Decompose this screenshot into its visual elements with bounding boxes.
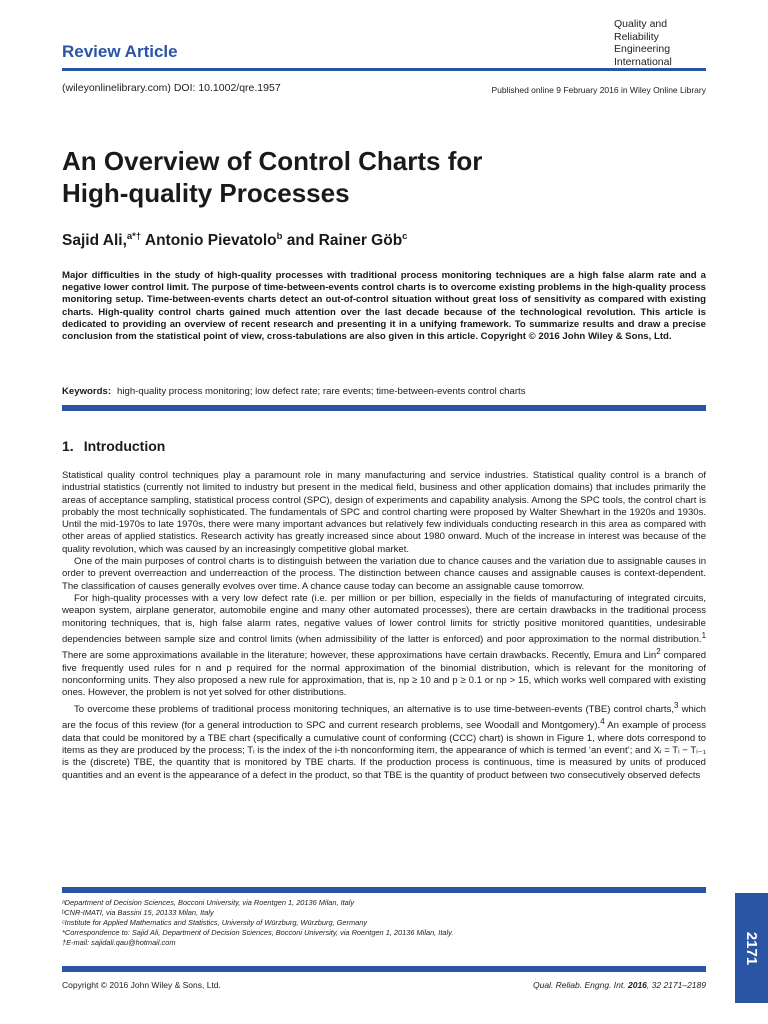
paragraph [62,700,706,782]
author-affiliation-mark: b [276,231,283,242]
doi-line: (wileyonlinelibrary.com) DOI: 10.1002/qre.1957 [62,82,281,94]
author-name: Antonio Pievatolo [144,232,277,250]
paragraph: Statistical quality control techniques play a paramount role in many manufacturing and service industries. Statistical quality control is a branch of industrial statistics (currently not limited to industry but present in the medical field, business and other application domains) that includes primarily the areas of acceptance sampling, statistical process control (SPC), design of experiments and capability analysis. Among the SPC tools, the control chart is probably the most technically sophisticated. The fundamentals of SPC and control charting were proposed by Walter Shewhart in the 1920s and 1930s. Until the mid-1970s to late 1970s, there were many important advances but relatively few individuals conducting research in this area as compared with other areas of applied statistics. Research activity has greatly increased since about 1980 onward. Much of the increase in interest was because of the quality revolution, which was caused by an increasingly competitive global market. [62,470,706,555]
citation-mark[interactable]: 2 [656,647,661,657]
paragraph: One of the main purposes of control charts is to distinguish between the variation due to chance causes and the variation due to assignable causes in order to prevent overreaction and underreaction of the process. The distinction between chance causes and assignable causes is context-dependent. The classification of causes generally evolves over time. A chance cause today can become an assignable cause tomorrow. [62,556,706,592]
keywords-value: high-quality process monitoring; low defect rate; rare events; time-between-events control charts [117,386,526,397]
citation-volume-pages: , 32 2171–2189 [646,980,706,990]
page-number [735,893,768,1003]
citation-mark[interactable]: 4 [600,717,605,727]
paragraph-text: To overcome these problems of traditional process monitoring techniques, an alternative is to use time-between-events (TBE) control charts, [74,703,675,715]
citation-journal: Qual. Reliab. Engng. Int. [532,980,626,990]
footnote: ᵃDepartment of Decision Sciences, Bocconi University, via Roentgen 1, 20136 Milan, Italy [62,898,355,907]
footnote: ᶜInstitute for Applied Mathematics and Statistics, University of Würzburg, Würzburg, Germany [62,918,368,928]
article-title [62,145,702,209]
section-number: 1. [62,438,74,454]
citation-mark[interactable]: 3 [674,700,679,710]
article-title-line: High-quality Processes [62,178,350,208]
section-title: Introduction [83,438,166,454]
section-heading [62,438,165,454]
author-name: and Rainer Göb [286,232,403,250]
author-affiliation-mark: c [402,231,408,242]
published-line: Published online 9 February 2016 in Wiley Online Library [491,85,706,95]
article-type-label: Review Article [62,42,178,61]
paragraph-text: An example of process data that could be monitored by a TBE chart (specifically a cumulative count of conforming (CCC) chart) is shown in Figure 1, where dots correspond to items as they are produced by the process; Tᵢ is the index of the i-th nonconforming item, the appearance of which is termed ‘an event’; and Xᵢ = Tᵢ − Tᵢ₋₁ is the (discrete) TBE, the quantity that is monitored by TBE charts. If the production process is continuous, time is measured by units of produced quantities and an event is the appearance of a defect in the product, so that TBE is the quantity of product between two consecutively observed defects [62,720,706,781]
paragraph [62,593,706,700]
citation-mark[interactable]: 1 [701,630,706,640]
article-title-line: An Overview of Control Charts for [62,146,483,176]
abstract-rule [62,405,706,411]
paragraph-text: which are the focus of this review (for a general introduction to SPC and current research problems, see Woodall and Montgomery). [62,703,706,732]
page-number-text: 2171 [743,931,760,965]
abstract: Major difficulties in the study of high-quality processes with traditional process monitoring techniques are a high false alarm rate and a negative lower control limit. The purpose of time-between-events control charts is to overcome existing problems in the high-quality process monitoring setup. Time-between-events charts detect an out-of-control situation without great loss of sensitivity as compared with existing charts. High-quality control charts gained much attention over the last decade because of the technological revolution. This article is dedicated to providing an overview of recent research and presenting it in a unifying framework. To summarize results and draw a precise conclusion from the statistical point of view, cross-tabulations are also given in this article. Copyright © 2016 John Wiley & Sons, Ltd. [62,270,706,343]
journal-name [614,18,672,68]
footnotes [62,898,706,948]
journal-name-line: Reliability [614,30,659,43]
footnote: ᵇCNR-IMATI, via Bassini 15, 20133 Milan, Italy [62,908,214,918]
footnote: †E-mail: sajidali.qau@hotmail.com [62,938,176,948]
journal-name-line: International [614,55,672,68]
citation-year: 2016 [627,980,647,990]
copyright-notice: Copyright © 2016 John Wiley & Sons, Ltd. [62,980,221,990]
footer-rule [62,966,706,972]
author-name: Sajid Ali, [62,232,127,250]
header-rule [62,68,706,71]
journal-name-line: Engineering [614,43,671,55]
footnote-rule [62,887,706,893]
keywords [62,386,526,397]
journal-name-line: Quality and [614,18,668,30]
body-text [62,470,706,782]
journal-citation [533,980,706,990]
footnote: *Correspondence to: Sajid Ali, Department of Decision Sciences, Bocconi University, via Roentgen 1, 20136 Milan, Italy. [62,928,454,938]
paragraph-text: compared five frequently used rules for n and p required for the normal approximation of the binomial distribution, which is relevant for the monitoring of nonconforming units. They also proposed a new rule for approximation, that is, np ≥ 10 and p ≥ 0.1 or np > 15, which works well compared with existing ones. However, the problem is not yet solved for other distributions. [62,650,706,699]
paragraph-text: For high-quality processes with a very low defect rate (i.e. per million or per billion, especially in the fields of manufacturing of integrated circuits, weapon system, airplane generator, automobile engine and many other automated processes), there are certain drawbacks in the traditional process monitoring techniques, that is, high false alarm rates, negative values of lower control limits for strictly positive monitored quantities, undesirable dependencies between sample size and control limits (when admissibility of the latter is enforced) and poor approximation to the normal distribution. [62,592,706,646]
keywords-label: Keywords: [62,386,112,397]
paragraph-text: There are some approximations available in the literature; however, these approximations have certain drawbacks. Recently, Emura and Lin [62,650,657,662]
author-list [62,231,407,250]
author-affiliation-mark: a*† [126,231,142,242]
